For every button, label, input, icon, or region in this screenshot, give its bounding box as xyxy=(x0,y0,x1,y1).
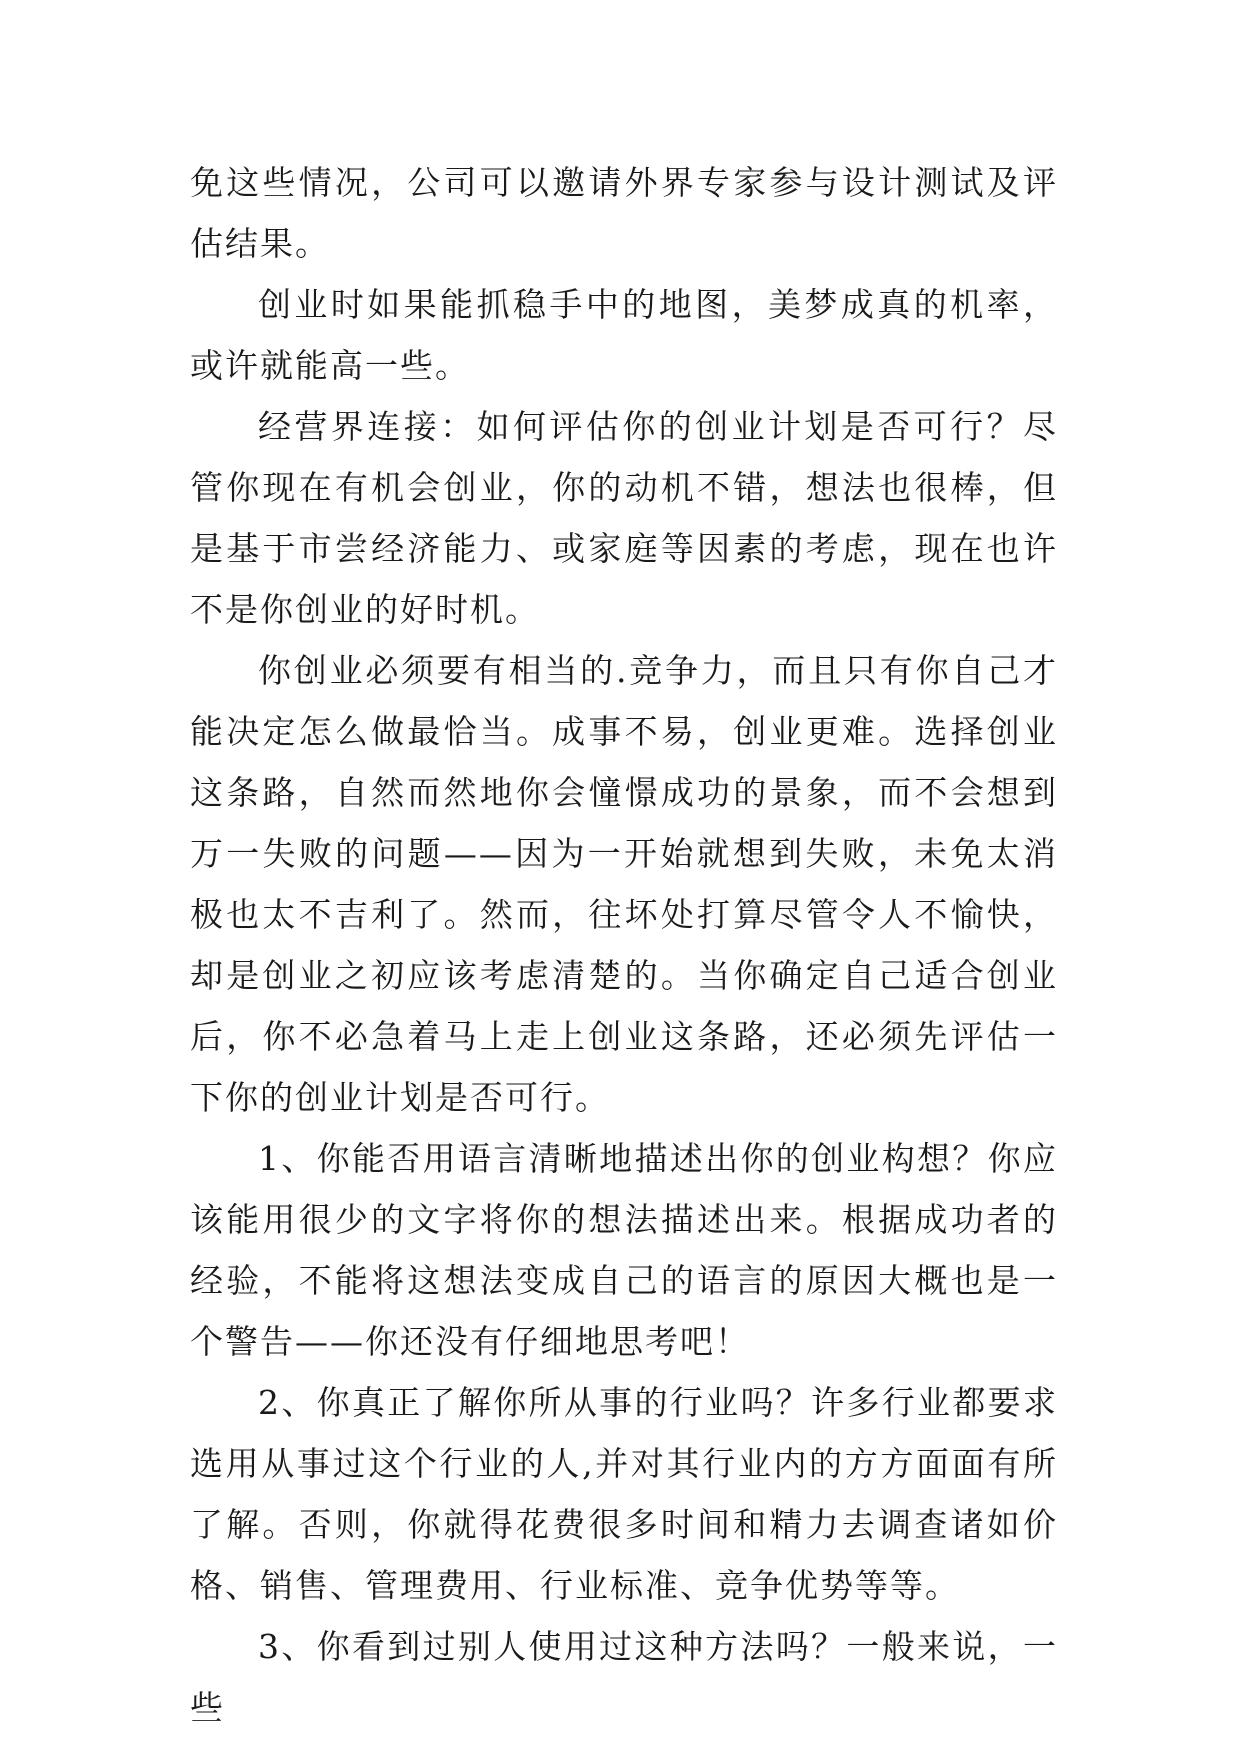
document-body xyxy=(190,152,1058,1738)
paragraph-2: 创业时如果能抓稳手中的地图，美梦成真的机率，或许就能高一些。 xyxy=(190,285,1058,385)
paragraph-5: 1、你能否用语言清晰地描述出你的创业构想？你应该能用很少的文字将你的想法描述出来。根据成功者的经验，不能将这想法变成自己的语言的原因大概也是一个警告——你还没有仔细地思考吧！ xyxy=(190,1139,1058,1361)
paragraph-7: 3、你看到过别人使用过这种方法吗？一般来说，一些 xyxy=(190,1627,1058,1727)
paragraph-1: 免这些情况，公司可以邀请外界专家参与设计测试及评估结果。 xyxy=(190,163,1058,263)
paragraph-3: 经营界连接：如何评估你的创业计划是否可行？尽管你现在有机会创业，你的动机不错，想法也很棒，但是基于市尝经济能力、或家庭等因素的考虑，现在也许不是你创业的好时机。 xyxy=(190,407,1058,629)
paragraph-6: 2、你真正了解你所从事的行业吗？许多行业都要求选用从事过这个行业的人,并对其行业内的方方面面有所了解。否则，你就得花费很多时间和精力去调查诸如价格、销售、管理费用、行业标准、竞争优势等等。 xyxy=(190,1383,1058,1605)
paragraph-4: 你创业必须要有相当的.竞争力，而且只有你自己才能决定怎么做最恰当。成事不易，创业更难。选择创业这条路，自然而然地你会憧憬成功的景象，而不会想到万一失败的问题——因为一开始就想到失败，未免太消极也太不吉利了。然而，往坏处打算尽管令人不愉快，却是创业之初应该考虑清楚的。当你确定自己适合创业后，你不必急着马上走上创业这条路，还必须先评估一下你的创业计划是否可行。 xyxy=(190,651,1058,1117)
